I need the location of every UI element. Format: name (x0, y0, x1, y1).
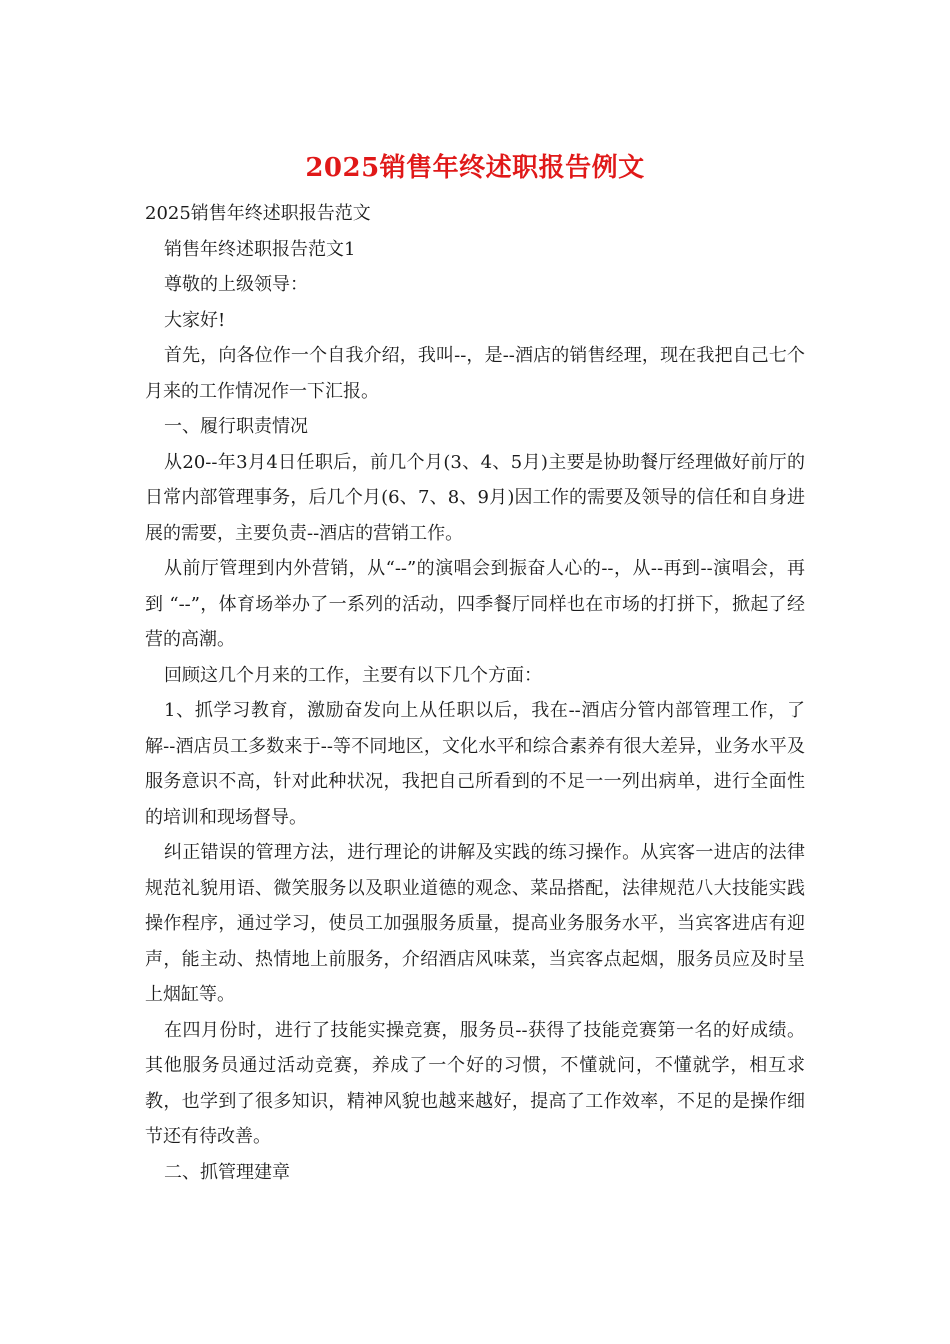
document-body (145, 196, 805, 1190)
paragraph-competition: 在四月份时，进行了技能实操竞赛，服务员--获得了技能竞赛第一名的好成绩。其他服务员通过活动竞赛，养成了一个好的习惯，不懂就问，不懂就学，相互求教，也学到了很多知识，精神风貌也越来越好，提高了工作效率，不足的是操作细节还有待改善。 (145, 1019, 805, 1147)
paragraph-activities: 从前厅管理到内外营销，从“--”的演唱会到振奋人心的--，从--再到--演唱会，再到 “--”，体育场举办了一系列的活动，四季餐厅同样也在市场的打拼下，掀起了经营的高潮。 (145, 558, 805, 650)
section-heading-management: 二、抓管理建章 (164, 1161, 290, 1183)
paragraph-review: 回顾这几个月来的工作，主要有以下几个方面： (164, 664, 542, 686)
paragraph-salutation: 尊敬的上级领导： (164, 274, 308, 295)
paragraph-methods: 纠正错误的管理方法，进行理论的讲解及实践的练习操作。从宾客一进店的法律规范礼貌用语、微笑服务以及职业道德的观念、菜品搭配，法律规范八大技能实践操作程序，通过学习，使员工加强服务质量，提高业务服务水平，当宾客进店有迎声，能主动、热情地上前服务，介绍酒店风味菜，当宾客点起烟，服务员应及时呈上烟缸等。 (145, 842, 805, 1005)
document-subtitle: 2025销售年终述职报告范文 (145, 203, 371, 224)
paragraph-duties: 从20--年3月4日任职后，前几个月(3、4、5月)主要是协助餐厅经理做好前厅的日常内部管理事务，后几个月(6、7、8、9月)因工作的需要及领导的信任和自身进展的需要，主要负责--酒店的营销工作。 (145, 451, 805, 544)
section-heading-duties: 一、履行职责情况 (164, 416, 308, 437)
paragraph-heading-report: 销售年终述职报告范文1 (164, 238, 356, 260)
paragraph-greeting: 大家好! (164, 309, 226, 331)
paragraph-point-1: 1、抓学习教育，激励奋发向上从任职以后，我在--酒店分管内部管理工作，了解--酒店员工多数来于--等不同地区，文化水平和综合素养有很大差异，业务水平及服务意识不高，针对此种状况，我把自己所看到的不足一一列出病单，进行全面性的培训和现场督导。 (145, 700, 805, 828)
paragraph-introduction: 首先，向各位作一个自我介绍，我叫--，是--酒店的销售经理，现在我把自己七个月来的工作情况作一下汇报。 (145, 345, 805, 402)
document-title: 2025销售年终述职报告例文 (305, 153, 645, 183)
